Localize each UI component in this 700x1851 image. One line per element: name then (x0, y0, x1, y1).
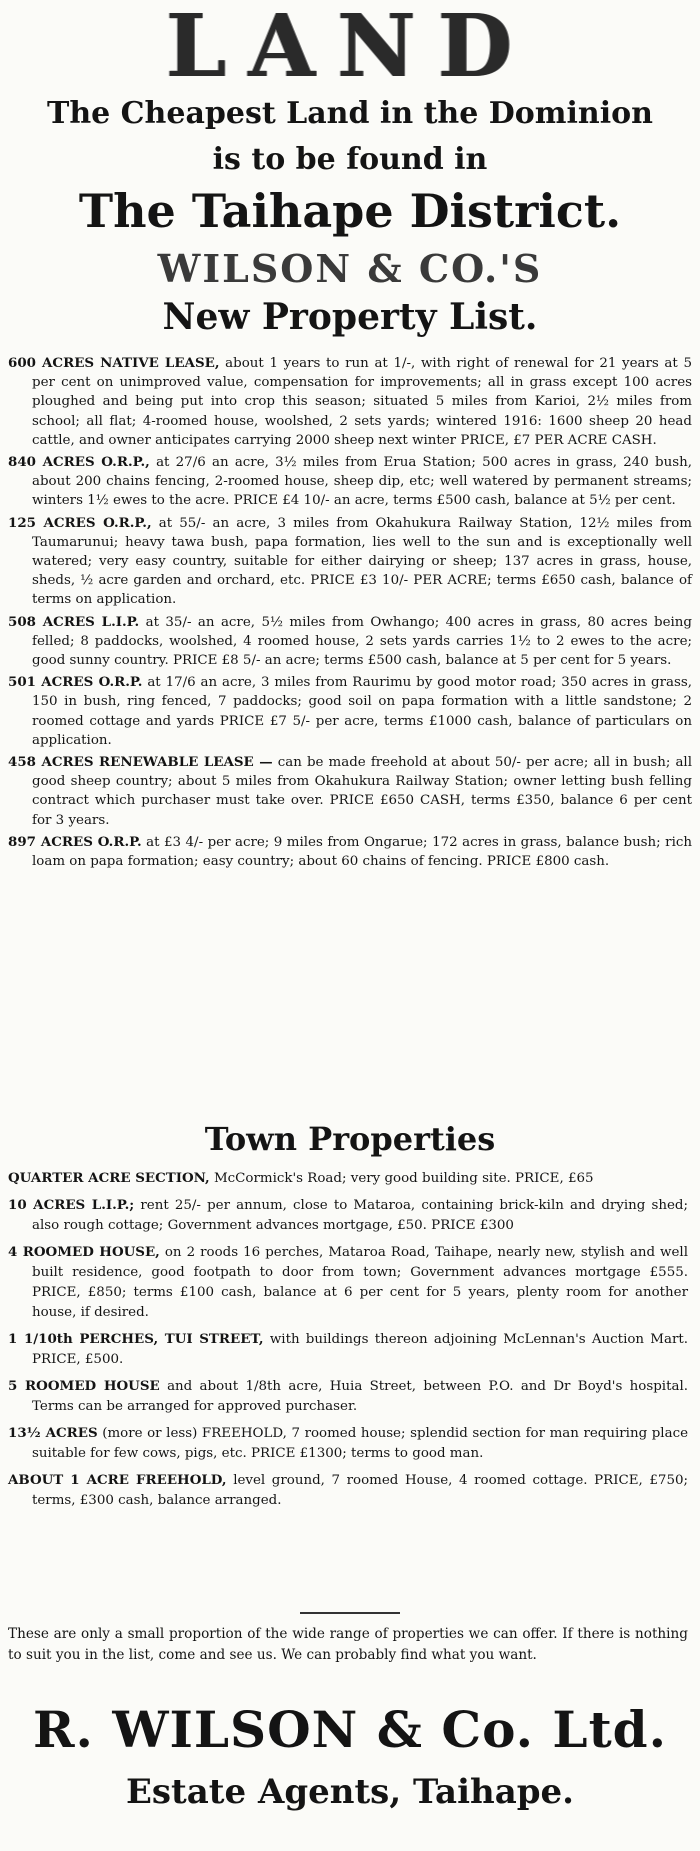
town-properties-heading: Town Properties (204, 1120, 496, 1158)
headline-district: The Taihape District. (78, 184, 622, 238)
listing-text: about 1 years to run at 1/-, with right of renewal for 21 years at 5 per cent on unimproved value, compensation for improvements; all in grass except 100 acres ploughed and being put into crop this season; situated 5 miles from Karioi, 2½ miles from school; all flat; 4-roomed house, woolshed, 2 sets yards; wintered 1916: 1600 sheep 20 head cattle, and owner anticipates carrying 2000 sheep next winter PRICE, £7 PER ACRE CASH. (32, 356, 692, 448)
listing-text: at £3 4/- per acre; 9 miles from Ongarue; 172 acres in grass, balance bush; rich loam on papa formation; easy country; about 60 chains of fencing. PRICE £800 cash. (32, 834, 692, 870)
town-text: (more or less) FREEHOLD, 7 roomed house; splendid section for man requiring place suitable for few cows, pigs, etc. PRICE £1300; terms to good man. (32, 1426, 688, 1461)
listing-lead: 125 ACRES O.R.P., (8, 514, 152, 531)
town-text: on 2 roods 16 perches, Mataroa Road, Taihape, nearly new, stylish and well built residence, good footpath to door from town; Government advances mortgage £555. PRICE, £850; terms £100 cash, balance at 6 per cent for 5 years, plenty room for another house, if desired. (32, 1245, 688, 1320)
headline-land: LAND (165, 0, 535, 97)
listing-entry (8, 673, 692, 750)
town-entry (8, 1195, 688, 1236)
headline-property-list: New Property List. (162, 296, 538, 338)
town-entry (8, 1376, 688, 1417)
town-text: rent 25/- per annum, close to Mataroa, containing brick-kiln and drying shed; also rough cottage; Government advances mortgage, £50. PRICE £300 (32, 1198, 688, 1233)
town-text: with buildings thereon adjoining McLennan's Auction Mart. PRICE, £500. (32, 1332, 688, 1367)
town-entry (8, 1242, 688, 1323)
listing-text: can be made freehold at about 50/- per acre; all in bush; all good sheep country; about 5 miles from Okahukura Railway Station; owner letting bush felling contract which purchaser must take over. PRICE £650 CASH, terms £350, balance 6 per cent for 3 years. (32, 755, 692, 828)
listing-text: at 35/- an acre, 5½ miles from Owhango; 400 acres in grass, 80 acres being felled; 8 paddocks, woolshed, 4 roomed house, 2 sets yards carries 1½ to 2 ewes to the acre; good sunny country. PRICE £8 5/- an acre; terms £500 cash, balance at 5 per cent for 5 years. (32, 614, 692, 669)
listing-entry (8, 453, 692, 511)
rural-listings (8, 354, 692, 874)
town-entry (8, 1329, 688, 1370)
town-entry (8, 1470, 688, 1511)
listing-text: at 17/6 an acre, 3 miles from Raurimu by good motor road; 350 acres in grass, 150 in bush, ring fenced, 7 paddocks; good soil on papa formation with a little sandstone; 2 roomed cottage and yards PRICE £7 5/- per acre, terms £1000 cash, balance of particulars on application. (32, 675, 692, 748)
headline-found-in: is to be found in (212, 142, 488, 177)
listing-lead: 840 ACRES O.R.P., (8, 454, 150, 471)
town-lead: 4 ROOMED HOUSE, (8, 1244, 160, 1260)
listing-lead: 508 ACRES L.I.P. (8, 613, 140, 630)
listing-entry (8, 833, 692, 871)
town-entry (8, 1168, 688, 1189)
listing-lead: 897 ACRES O.R.P. (8, 833, 142, 850)
listing-lead: 501 ACRES O.R.P. (8, 674, 143, 691)
town-text: level ground, 7 roomed House, 4 roomed cottage. PRICE, £750; terms, £300 cash, balance arranged. (32, 1473, 688, 1508)
listing-text: at 55/- an acre, 3 miles from Okahukura Railway Station, 12½ miles from Taumarunui; heavy tawa bush, papa formation, lies well to the sun and is exceptionally well watered; very easy country, suitable for either dairying or sheep; 137 acres in grass, house, sheds, ½ acre garden and orchard, etc. PRICE £3 10/- PER ACRE; terms £650 cash, balance of terms on application. (32, 515, 692, 608)
town-listings (8, 1168, 688, 1517)
town-lead: 1 1/10th PERCHES, TUI STREET, (8, 1331, 264, 1347)
town-lead: 10 ACRES L.I.P.; (8, 1197, 135, 1213)
town-entry (8, 1423, 688, 1464)
headline-firm: WILSON & CO.'S (157, 246, 543, 291)
firm-subtitle: Estate Agents, Taihape. (126, 1772, 574, 1812)
listing-text: at 27/6 an acre, 3½ miles from Erua Station; 500 acres in grass, 240 bush, about 200 chains fencing, 2-roomed house, sheep dip, etc; well watered by permanent streams; winters 1½ ewes to the acre. PRICE £4 10/- an acre, terms £500 cash, balance at 5½ per cent. (32, 455, 692, 509)
town-lead: QUARTER ACRE SECTION, (8, 1170, 210, 1186)
listing-entry (8, 753, 692, 830)
town-text: and about 1/8th acre, Huia Street, between P.O. and Dr Boyd's hospital. Terms can be arranged for approved purchaser. (32, 1379, 688, 1414)
closing-note: These are only a small proportion of the wide range of properties we can offer. If there is nothing to suit you in the list, come and see us. We can probably find what you want. (8, 1626, 688, 1663)
town-lead: 13½ ACRES (8, 1425, 98, 1441)
town-text: McCormick's Road; very good building site. PRICE, £65 (213, 1171, 594, 1186)
divider-rule (300, 1612, 400, 1614)
listing-entry (8, 514, 692, 610)
listing-lead: 600 ACRES NATIVE LEASE, (8, 355, 220, 371)
listing-entry (8, 354, 692, 450)
town-lead: 5 ROOMED HOUSE (8, 1378, 160, 1394)
listing-entry (8, 613, 692, 671)
town-lead: ABOUT 1 ACRE FREEHOLD, (8, 1472, 227, 1488)
headline-cheapest-land: The Cheapest Land in the Dominion (47, 96, 653, 131)
listing-lead: 458 ACRES RENEWABLE LEASE — (8, 754, 273, 771)
firm-signature: R. WILSON & Co. Ltd. (32, 1700, 668, 1759)
